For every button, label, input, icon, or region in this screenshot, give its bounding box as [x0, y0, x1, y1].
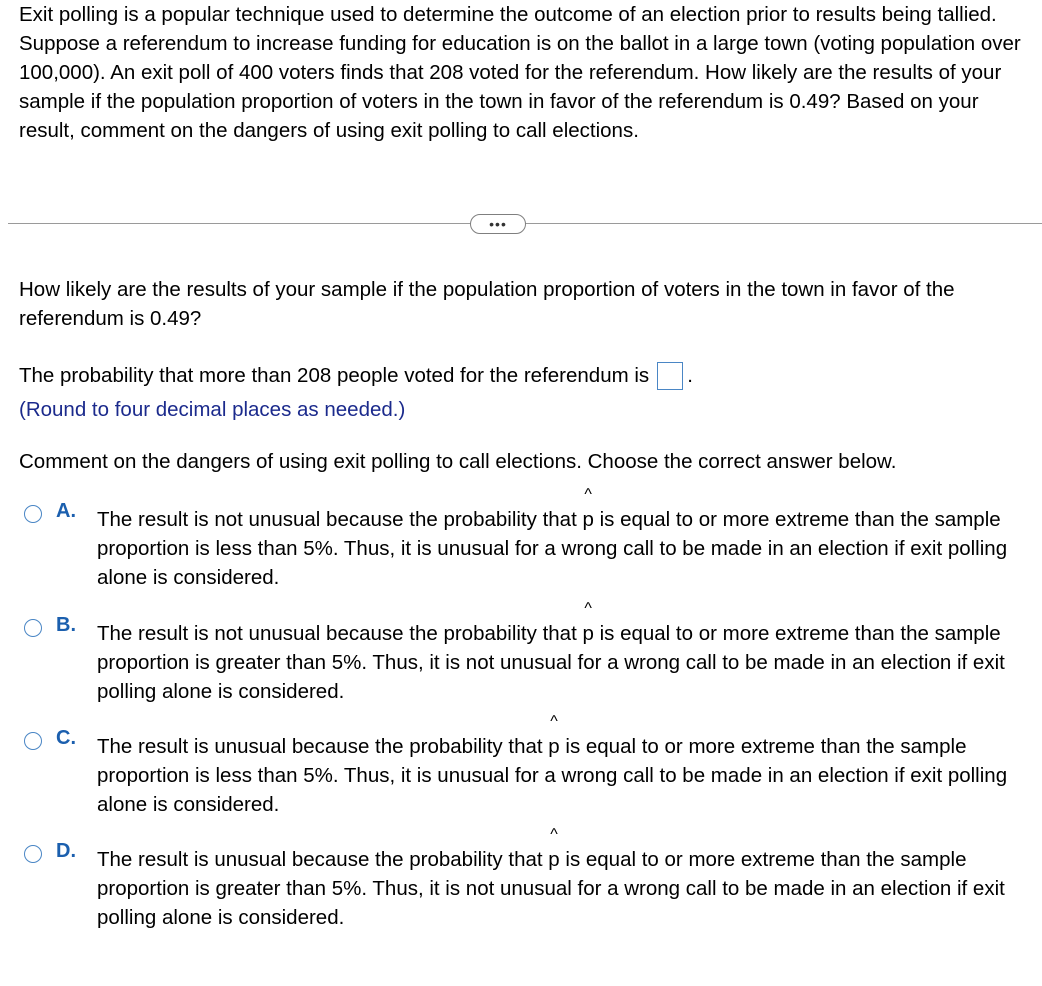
probability-prefix: The probability that more than 208 people voted for the referendum is: [19, 364, 650, 387]
option-a[interactable]: [24, 486, 1024, 603]
problem-statement: Exit polling is a popular technique used to determine the outcome of an election prior to results being tallied. Suppose a referendum to increase funding for education is on the ballot in a large town (voting population over 100,000). An exit poll of 400 voters finds that 208 voted for the referendum. How likely are the results of your sample if the population proportion of voters in the town in favor of the referendum is 0.49? Based on your result, comment on the dangers of using exit polling to call elections.: [19, 3, 1021, 142]
option-b-text-end: is equal to or more extreme than the sample proportion is greater than 5%. Thus, it is not unusual for a wrong call to be made in an election if exit polling alone is considered.: [97, 622, 1005, 703]
option-d-text-end: is equal to or more extreme than the sample proportion is greater than 5%. Thus, it is not unusual for a wrong call to be made in an election if exit polling alone is considered.: [97, 848, 1005, 929]
section-divider: [8, 213, 1042, 235]
p-letter: p: [582, 622, 594, 645]
more-options-button[interactable]: •••: [470, 214, 526, 234]
p-letter: p: [582, 508, 594, 531]
option-text-c: [97, 713, 1022, 819]
question-text: How likely are the results of your sample if the population proportion of voters in the town in favor of the referendum is 0.49?: [19, 278, 955, 330]
option-text-b: [97, 600, 1022, 706]
option-d-text-start: The result is unusual because the probability that: [97, 848, 549, 871]
option-letter-a: A.: [56, 500, 76, 522]
option-a-text-start: The result is not unusual because the probability that: [97, 508, 583, 531]
p-hat-symbol: [582, 486, 594, 534]
p-hat-symbol: [582, 600, 594, 648]
p-hat-symbol: [548, 826, 560, 874]
option-c-text-end: is equal to or more extreme than the sample proportion is less than 5%. Thus, it is unusual for a wrong call to be made in an election if exit polling alone is considered.: [97, 735, 1008, 816]
rounding-hint: (Round to four decimal places as needed.): [19, 398, 406, 421]
option-d[interactable]: [24, 826, 1024, 943]
radio-button-b[interactable]: [24, 619, 42, 637]
option-b-text-start: The result is not unusual because the probability that: [97, 622, 583, 645]
option-letter-c: C.: [56, 727, 76, 749]
option-text-a: [97, 486, 1022, 592]
hat-mark: ^: [550, 826, 558, 843]
hat-mark: ^: [584, 600, 592, 617]
p-letter: p: [548, 735, 560, 758]
hat-mark: ^: [550, 713, 558, 730]
option-c-text-start: The result is unusual because the probability that: [97, 735, 549, 758]
radio-button-c[interactable]: [24, 732, 42, 750]
p-letter: p: [548, 848, 560, 871]
option-letter-d: D.: [56, 840, 76, 862]
probability-answer-input[interactable]: [657, 362, 683, 390]
option-text-d: [97, 826, 1022, 932]
hat-mark: ^: [584, 486, 592, 503]
option-a-text-end: is equal to or more extreme than the sample proportion is less than 5%. Thus, it is unusual for a wrong call to be made in an election if exit polling alone is considered.: [97, 508, 1008, 589]
option-c[interactable]: [24, 713, 1024, 830]
probability-suffix: .: [687, 364, 693, 387]
radio-button-a[interactable]: [24, 505, 42, 523]
p-hat-symbol: [548, 713, 560, 761]
radio-button-d[interactable]: [24, 845, 42, 863]
option-b[interactable]: [24, 600, 1024, 717]
choice-prompt: Comment on the dangers of using exit polling to call elections. Choose the correct answer below.: [19, 450, 897, 473]
probability-line: [19, 361, 693, 390]
option-letter-b: B.: [56, 614, 76, 636]
